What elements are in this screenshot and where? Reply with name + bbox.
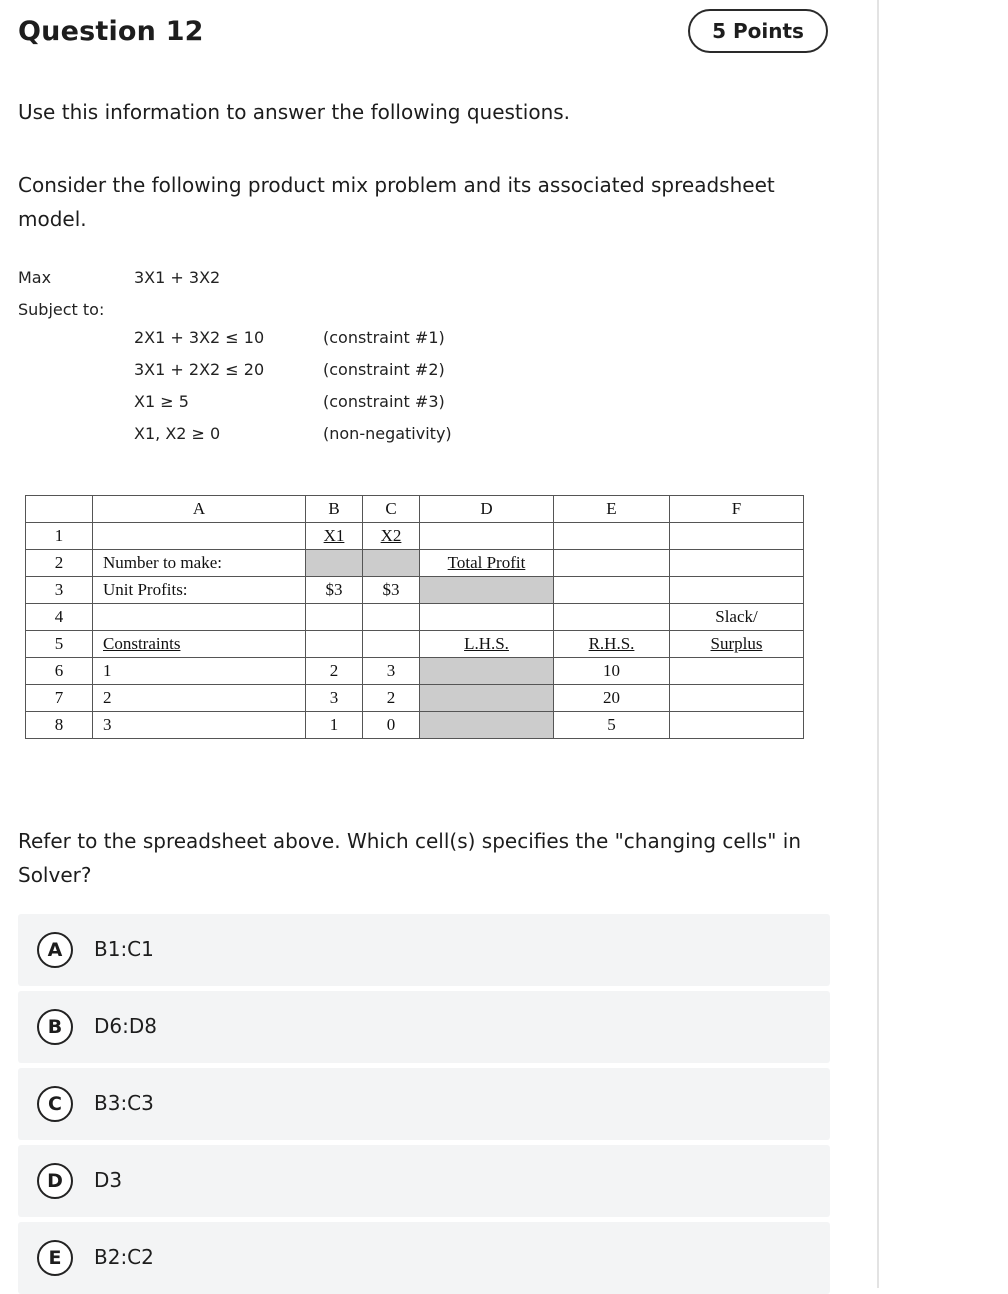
answer-option-d[interactable]	[18, 1145, 830, 1217]
context-text: Consider the following product mix problem and its associated spreadsheet model.	[18, 173, 775, 231]
cell-b2	[306, 550, 363, 577]
cell-b3: $3	[306, 577, 363, 604]
cell-e3	[554, 577, 670, 604]
subject-to-label: Subject to:	[18, 300, 105, 319]
cell-e1	[554, 523, 670, 550]
constraint-note: (constraint #3)	[323, 392, 445, 411]
cell-a1	[93, 523, 306, 550]
cell-c5	[363, 631, 420, 658]
constraint-note: (constraint #2)	[323, 360, 445, 379]
cell-f7	[670, 685, 804, 712]
spreadsheet-table	[25, 495, 804, 739]
cell-e7: 20	[554, 685, 670, 712]
sheet-row	[26, 604, 804, 631]
cell-e4	[554, 604, 670, 631]
cell-d2: Total Profit	[420, 550, 554, 577]
cell-f5: Surplus	[670, 631, 804, 658]
cell-d5: L.H.S.	[420, 631, 554, 658]
option-letter: A	[37, 932, 73, 968]
cell-e8: 5	[554, 712, 670, 739]
option-text: D3	[94, 1168, 123, 1192]
cell-d4	[420, 604, 554, 631]
option-letter: D	[37, 1163, 73, 1199]
col-header-c: C	[363, 496, 420, 523]
cell-e6: 10	[554, 658, 670, 685]
sheet-row	[26, 577, 804, 604]
option-text: B3:C3	[94, 1091, 154, 1115]
cell-d3	[420, 577, 554, 604]
row-number: 4	[26, 604, 93, 631]
sheet-row	[26, 631, 804, 658]
cell-f6	[670, 658, 804, 685]
cell-a4	[93, 604, 306, 631]
constraint-note: (constraint #1)	[323, 328, 445, 347]
cell-a6: 1	[93, 658, 306, 685]
constraint-expr: 3X1 + 2X2 ≤ 20	[134, 360, 265, 379]
cell-b7: 3	[306, 685, 363, 712]
header-row	[26, 496, 804, 523]
row-number: 7	[26, 685, 93, 712]
right-divider	[877, 0, 879, 1288]
row-number: 6	[26, 658, 93, 685]
question-prompt: Refer to the spreadsheet above. Which cell(s) specifies the "changing cells" in Solver?	[18, 829, 802, 887]
cell-f4: Slack/	[670, 604, 804, 631]
cell-d8	[420, 712, 554, 739]
row-number: 2	[26, 550, 93, 577]
cell-b4	[306, 604, 363, 631]
constraint-expr: X1 ≥ 5	[134, 392, 189, 411]
col-header-b: B	[306, 496, 363, 523]
objective: 3X1 + 3X2	[134, 268, 221, 287]
cell-b8: 1	[306, 712, 363, 739]
cell-f8	[670, 712, 804, 739]
row-number: 5	[26, 631, 93, 658]
cell-f3	[670, 577, 804, 604]
cell-d7	[420, 685, 554, 712]
cell-f1	[670, 523, 804, 550]
sheet-row	[26, 712, 804, 739]
corner-cell	[26, 496, 93, 523]
sheet-row	[26, 685, 804, 712]
row-number: 1	[26, 523, 93, 550]
cell-b1: X1	[306, 523, 363, 550]
cell-b6: 2	[306, 658, 363, 685]
constraint-expr: 2X1 + 3X2 ≤ 10	[134, 328, 265, 347]
sheet-row	[26, 523, 804, 550]
option-letter: E	[37, 1240, 73, 1276]
cell-c2	[363, 550, 420, 577]
option-text: B2:C2	[94, 1245, 154, 1269]
cell-a8: 3	[93, 712, 306, 739]
cell-e5: R.H.S.	[554, 631, 670, 658]
cell-a3: Unit Profits:	[93, 577, 306, 604]
col-header-d: D	[420, 496, 554, 523]
cell-c8: 0	[363, 712, 420, 739]
cell-e2	[554, 550, 670, 577]
option-letter: B	[37, 1009, 73, 1045]
col-header-f: F	[670, 496, 804, 523]
max-label: Max	[18, 268, 52, 287]
points-badge: 5 Points	[688, 9, 828, 53]
cell-a2: Number to make:	[93, 550, 306, 577]
cell-c4	[363, 604, 420, 631]
answer-option-b[interactable]	[18, 991, 830, 1063]
answer-option-e[interactable]	[18, 1222, 830, 1294]
constraint-expr: X1, X2 ≥ 0	[134, 424, 221, 443]
sheet-row	[26, 658, 804, 685]
option-letter: C	[37, 1086, 73, 1122]
cell-b5	[306, 631, 363, 658]
col-header-a: A	[93, 496, 306, 523]
question-title: Question 12	[18, 16, 204, 47]
cell-c1: X2	[363, 523, 420, 550]
answer-option-a[interactable]	[18, 914, 830, 986]
constraint-note: (non-negativity)	[323, 424, 452, 443]
cell-a5: Constraints	[93, 631, 306, 658]
cell-c7: 2	[363, 685, 420, 712]
cell-d6	[420, 658, 554, 685]
sheet-row	[26, 550, 804, 577]
row-number: 8	[26, 712, 93, 739]
col-header-e: E	[554, 496, 670, 523]
cell-a7: 2	[93, 685, 306, 712]
cell-d1	[420, 523, 554, 550]
cell-f2	[670, 550, 804, 577]
option-text: D6:D8	[94, 1014, 157, 1038]
row-number: 3	[26, 577, 93, 604]
cell-c3: $3	[363, 577, 420, 604]
cell-c6: 3	[363, 658, 420, 685]
option-text: B1:C1	[94, 937, 154, 961]
intro-text: Use this information to answer the following questions.	[18, 100, 571, 124]
answer-option-c[interactable]	[18, 1068, 830, 1140]
